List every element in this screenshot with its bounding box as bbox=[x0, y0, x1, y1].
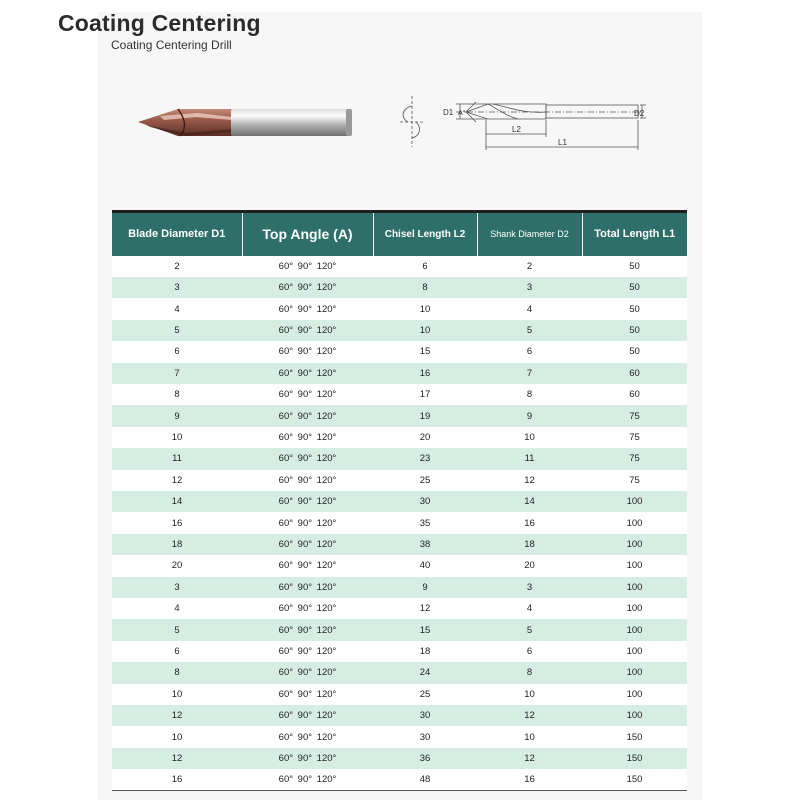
table-row bbox=[112, 662, 687, 683]
cell-total-length: 75 bbox=[629, 410, 640, 422]
cell-shank-diameter: 11 bbox=[524, 453, 535, 465]
table-row bbox=[112, 405, 687, 426]
table-row bbox=[112, 491, 687, 512]
cell-total-length: 50 bbox=[629, 260, 640, 272]
cell-blade-diameter: 6 bbox=[174, 346, 180, 358]
cell-chisel-length: 25 bbox=[419, 474, 431, 486]
cell-top-angle: 60° 90° 120° bbox=[278, 324, 337, 336]
cell-total-length: 150 bbox=[582, 769, 687, 790]
cell-chisel-length: 24 bbox=[419, 667, 431, 679]
cell-chisel-length: 9 bbox=[422, 581, 428, 593]
cell-shank-diameter: 14 bbox=[524, 496, 535, 508]
cell-chisel-length: 20 bbox=[419, 431, 431, 443]
table-row bbox=[112, 619, 687, 640]
cell-blade-diameter: 14 bbox=[171, 496, 183, 508]
cell-blade-diameter: 18 bbox=[171, 538, 183, 550]
table-row bbox=[112, 705, 687, 726]
cell-chisel-length: 15 bbox=[419, 624, 431, 636]
table-row bbox=[112, 448, 687, 469]
cell-top-angle: 60° 90° 120° bbox=[278, 731, 337, 743]
cell-top-angle: 60° 90° 120° bbox=[278, 282, 337, 294]
cell-blade-diameter: 7 bbox=[174, 367, 180, 379]
cell-shank-diameter: 3 bbox=[526, 282, 533, 294]
cell-total-length: 100 bbox=[626, 710, 643, 722]
cell-chisel-length: 25 bbox=[419, 688, 431, 700]
cell-chisel-length: 30 bbox=[419, 710, 431, 722]
cell-chisel-length: 10 bbox=[419, 324, 431, 336]
cell-top-angle: 60° 90° 120° bbox=[278, 367, 337, 379]
cell-blade-diameter: 8 bbox=[174, 667, 180, 679]
cell-top-angle: 60° 90° 120° bbox=[278, 646, 337, 658]
table-row bbox=[112, 684, 687, 705]
label-l2: L2 bbox=[512, 125, 521, 134]
cell-top-angle: 60° 90° 120° bbox=[278, 688, 337, 700]
cell-blade-diameter: 6 bbox=[174, 646, 180, 658]
cell-shank-diameter: 8 bbox=[526, 667, 533, 679]
cell-shank-diameter: 4 bbox=[526, 303, 533, 315]
table-row bbox=[112, 555, 687, 576]
cell-total-length: 75 bbox=[629, 474, 640, 486]
cell-blade-diameter: 4 bbox=[174, 303, 180, 315]
cell-blade-diameter: 12 bbox=[171, 753, 183, 765]
table-row bbox=[112, 598, 687, 619]
cell-shank-diameter: 3 bbox=[526, 581, 533, 593]
cell-shank-diameter: 5 bbox=[526, 624, 533, 636]
cell-blade-diameter: 5 bbox=[174, 324, 180, 336]
cell-shank-diameter: 20 bbox=[524, 560, 535, 572]
cell-blade-diameter: 12 bbox=[171, 710, 183, 722]
table-row bbox=[112, 534, 687, 555]
cell-chisel-length: 19 bbox=[419, 410, 431, 422]
cell-chisel-length: 36 bbox=[419, 753, 431, 765]
table-row bbox=[112, 298, 687, 319]
cell-total-length: 50 bbox=[629, 303, 640, 315]
cell-total-length: 50 bbox=[629, 346, 640, 358]
header-top-angle: Top Angle (A) bbox=[242, 212, 373, 256]
table-row bbox=[112, 427, 687, 448]
cell-top-angle: 60° 90° 120° bbox=[278, 624, 337, 636]
table-row bbox=[112, 748, 687, 769]
cell-top-angle: 60° 90° 120° bbox=[278, 517, 337, 529]
cell-shank-diameter: 16 bbox=[524, 517, 535, 529]
table-header-row bbox=[112, 212, 687, 256]
cell-total-length: 60 bbox=[629, 367, 640, 379]
cell-chisel-length: 6 bbox=[422, 260, 428, 272]
table-row bbox=[112, 341, 687, 362]
cell-top-angle: 60° 90° 120° bbox=[278, 431, 337, 443]
cell-chisel-length: 30 bbox=[419, 731, 431, 743]
header-blade-diameter: Blade Diameter D1 bbox=[112, 212, 242, 256]
cell-chisel-length: 30 bbox=[419, 496, 431, 508]
cell-chisel-length: 23 bbox=[419, 453, 431, 465]
page-subtitle: Coating Centering Drill bbox=[111, 38, 232, 52]
cell-chisel-length: 12 bbox=[419, 603, 431, 615]
cell-total-length: 100 bbox=[626, 560, 643, 572]
cell-shank-diameter: 12 bbox=[524, 753, 535, 765]
table-row bbox=[112, 363, 687, 384]
label-d1: D1 bbox=[443, 108, 454, 117]
cell-shank-diameter: 10 bbox=[524, 688, 535, 700]
cell-total-length: 100 bbox=[626, 646, 643, 658]
header-shank-diameter: Shank Diameter D2 bbox=[477, 212, 582, 256]
cell-top-angle: 60° 90° 120° bbox=[278, 389, 337, 401]
table-row bbox=[112, 256, 687, 277]
cell-total-length: 150 bbox=[626, 753, 643, 765]
cell-shank-diameter: 9 bbox=[526, 410, 533, 422]
cell-chisel-length: 15 bbox=[419, 346, 431, 358]
cell-total-length: 100 bbox=[626, 688, 643, 700]
table-row bbox=[112, 577, 687, 598]
cell-shank-diameter: 6 bbox=[526, 646, 533, 658]
cell-blade-diameter: 10 bbox=[171, 731, 183, 743]
cell-chisel-length: 40 bbox=[419, 560, 431, 572]
cell-shank-diameter: 7 bbox=[526, 367, 533, 379]
cell-total-length: 100 bbox=[626, 581, 643, 593]
cell-total-length: 100 bbox=[626, 667, 643, 679]
cell-total-length: 100 bbox=[626, 624, 643, 636]
cell-shank-diameter: 16 bbox=[477, 769, 582, 790]
cell-shank-diameter: 12 bbox=[524, 710, 535, 722]
cell-chisel-length: 16 bbox=[419, 367, 431, 379]
cell-chisel-length: 10 bbox=[419, 303, 431, 315]
table-row bbox=[112, 277, 687, 298]
cell-top-angle: 60° 90° 120° bbox=[278, 303, 337, 315]
page-title: Coating Centering bbox=[58, 10, 261, 36]
cell-shank-diameter: 18 bbox=[524, 538, 535, 550]
cell-shank-diameter: 10 bbox=[524, 731, 535, 743]
cell-total-length: 150 bbox=[626, 731, 643, 743]
cell-top-angle: 60° 90° 120° bbox=[278, 496, 337, 508]
table-row bbox=[112, 384, 687, 405]
cell-total-length: 60 bbox=[629, 389, 640, 401]
table-row bbox=[112, 470, 687, 491]
cell-blade-diameter: 8 bbox=[174, 389, 180, 401]
table-row bbox=[112, 512, 687, 533]
cell-shank-diameter: 2 bbox=[526, 260, 533, 272]
cell-chisel-length: 18 bbox=[419, 646, 431, 658]
cell-chisel-length: 17 bbox=[419, 389, 431, 401]
table-row bbox=[112, 641, 687, 662]
cell-top-angle: 60° 90° 120° bbox=[278, 538, 337, 550]
table-row bbox=[112, 769, 687, 790]
label-d2: D2 bbox=[634, 109, 645, 118]
cell-total-length: 100 bbox=[626, 517, 643, 529]
cell-total-length: 100 bbox=[626, 538, 643, 550]
cell-blade-diameter: 10 bbox=[171, 688, 183, 700]
cell-top-angle: 60° 90° 120° bbox=[278, 260, 337, 272]
cell-blade-diameter: 16 bbox=[171, 517, 183, 529]
cell-blade-diameter: 20 bbox=[171, 560, 183, 572]
cell-top-angle: 60° 90° 120° bbox=[278, 603, 337, 615]
cell-chisel-length: 35 bbox=[419, 517, 431, 529]
cell-blade-diameter: 3 bbox=[174, 581, 180, 593]
cell-top-angle: 60° 90° 120° bbox=[278, 346, 337, 358]
cell-top-angle: 60° 90° 120° bbox=[278, 560, 337, 572]
cell-top-angle: 60° 90° 120° bbox=[278, 410, 337, 422]
table-body bbox=[112, 256, 687, 791]
cell-blade-diameter: 2 bbox=[174, 260, 180, 272]
cell-shank-diameter: 10 bbox=[524, 431, 535, 443]
cell-blade-diameter: 4 bbox=[174, 603, 180, 615]
drill-dimension-drawing bbox=[396, 92, 646, 154]
spec-table bbox=[112, 210, 687, 791]
cell-total-length: 100 bbox=[626, 496, 643, 508]
label-l1: L1 bbox=[558, 138, 567, 147]
cell-blade-diameter: 9 bbox=[174, 410, 180, 422]
cell-chisel-length: 38 bbox=[419, 538, 431, 550]
cell-blade-diameter: 12 bbox=[171, 474, 183, 486]
cell-top-angle: 60° 90° 120° bbox=[278, 753, 337, 765]
cell-top-angle: 60° 90° 120° bbox=[278, 667, 337, 679]
cell-shank-diameter: 8 bbox=[526, 389, 533, 401]
cell-blade-diameter: 16 bbox=[112, 769, 242, 790]
cell-chisel-length: 48 bbox=[373, 769, 477, 790]
cell-top-angle: 60° 90° 120° bbox=[278, 710, 337, 722]
cell-top-angle: 60° 90° 120° bbox=[278, 453, 337, 465]
table-row bbox=[112, 320, 687, 341]
cell-top-angle: 60° 90° 120° bbox=[278, 474, 337, 486]
cell-top-angle: 60° 90° 120° bbox=[278, 581, 337, 593]
cell-total-length: 75 bbox=[629, 431, 640, 443]
cell-blade-diameter: 3 bbox=[174, 282, 180, 294]
cell-top-angle: 60° 90° 120° bbox=[242, 769, 373, 790]
cell-chisel-length: 8 bbox=[422, 282, 428, 294]
cell-blade-diameter: 10 bbox=[171, 431, 183, 443]
header-chisel-length: Chisel Length L2 bbox=[373, 212, 477, 256]
label-angle: A° bbox=[458, 110, 466, 117]
cell-total-length: 50 bbox=[629, 282, 640, 294]
cell-blade-diameter: 11 bbox=[172, 453, 182, 465]
cell-shank-diameter: 12 bbox=[524, 474, 535, 486]
header-total-length: Total Length L1 bbox=[582, 212, 687, 256]
cell-total-length: 100 bbox=[626, 603, 643, 615]
cell-total-length: 50 bbox=[629, 324, 640, 336]
drill-product-image bbox=[138, 103, 354, 143]
cell-total-length: 75 bbox=[629, 453, 640, 465]
cell-blade-diameter: 5 bbox=[174, 624, 180, 636]
table-row bbox=[112, 726, 687, 747]
cell-shank-diameter: 6 bbox=[526, 346, 533, 358]
cell-shank-diameter: 5 bbox=[526, 324, 533, 336]
cell-shank-diameter: 4 bbox=[526, 603, 533, 615]
